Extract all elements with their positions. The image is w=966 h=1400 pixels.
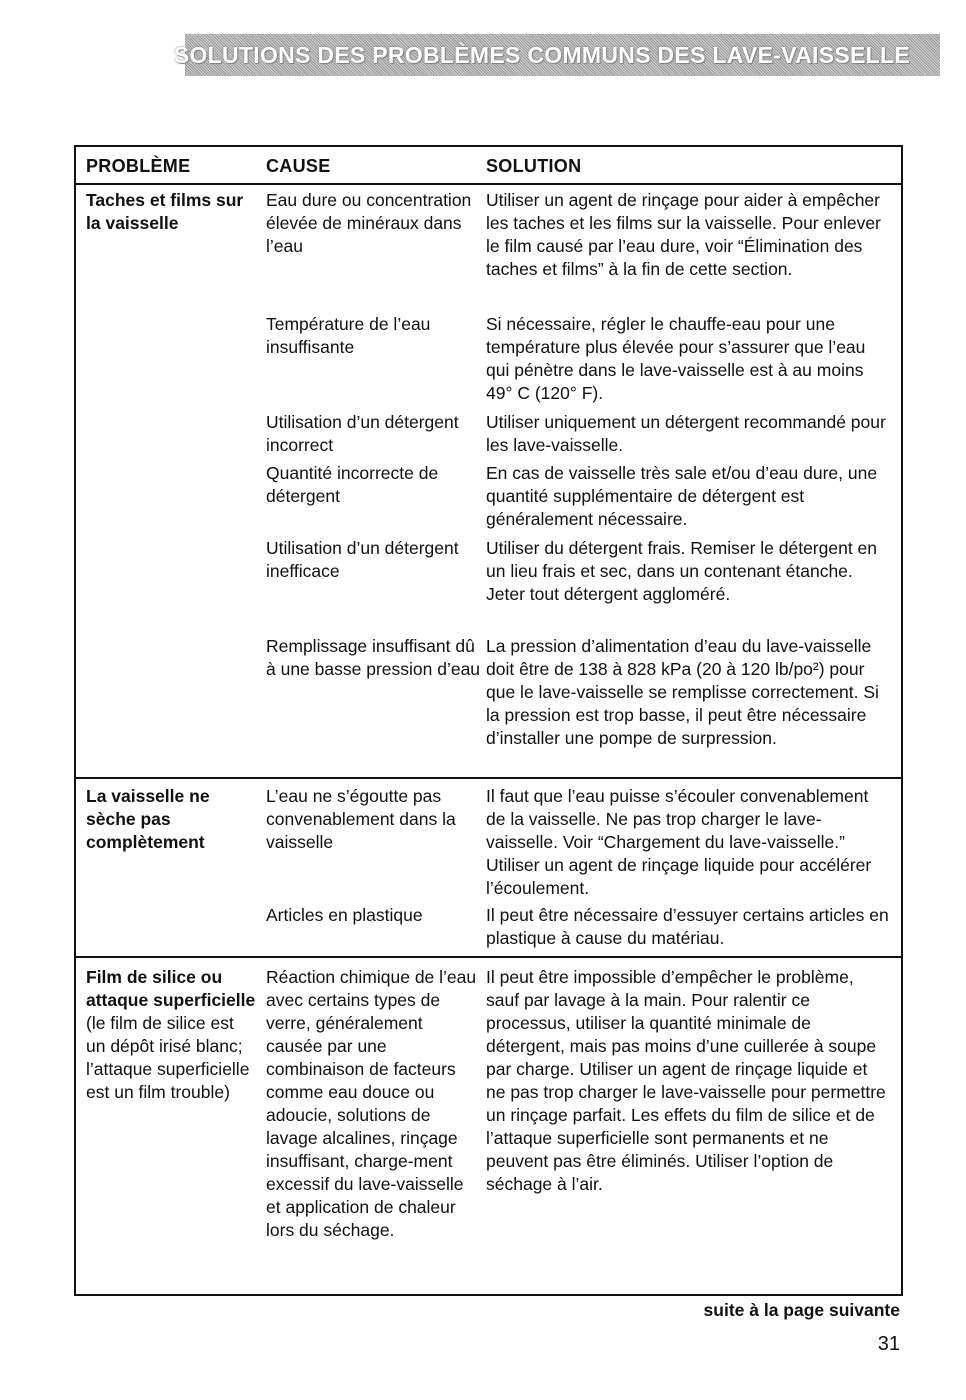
cause-cell: Réaction chimique de l’eau avec certains types de verre, généralement causée par une combinaison de facteurs comme eau douce ou adoucie, solutions de lavage alcalines, rinçage insuffisant, charge-ment excessif du lave-vaisselle et application de chaleur lors du séchage. bbox=[266, 967, 477, 1240]
solution-cell: La pression d’alimentation d’eau du lave-vaisselle doit être de 138 à 828 kPa (20 à 120 lb/po²) pour que le lave-vaisselle se remplisse correctement. Si la pression est trop basse, il peut être nécessaire d’installer une pompe de surpression. bbox=[486, 636, 879, 748]
solution-cell: Utiliser uniquement un détergent recommandé pour les lave-vaisselle. bbox=[486, 412, 886, 455]
continued-next-page-note: suite à la page suivante bbox=[703, 1300, 900, 1320]
table-section-taches bbox=[76, 185, 901, 779]
solution-cell: Il faut que l’eau puisse s’écouler convenablement de la vaisselle. Ne pas trop charger le lave-vaisselle. Voir “Chargement du lave-vaisselle.” Utiliser un agent de rinçage liquide pour accélérer l’écoulement. bbox=[486, 786, 872, 898]
problem-title: Taches et films sur la vaisselle bbox=[86, 190, 244, 233]
solution-cell: Il peut être impossible d’empêcher le problème, sauf par lavage à la main. Pour ralentir ce processus, utiliser la quantité minimale de détergent, mais pas moins d’une cuillerée à soupe par charge. Utiliser un agent de rinçage liquide et ne pas trop charger le lave-vaisselle pour permettre un rinçage parfait. Les effets du film de silice et de l’attaque superficielle sont permanents et ne peuvent pas être éliminés. Utiliser l’option de séchage à l’air. bbox=[486, 967, 886, 1194]
column-header-solution: SOLUTION bbox=[486, 156, 582, 176]
column-header-cause: CAUSE bbox=[266, 156, 331, 176]
problem-title: Film de silice ou attaque superficielle bbox=[86, 967, 256, 1010]
cause-cell: L’eau ne s’égoutte pas convenablement dans la vaisselle bbox=[266, 786, 456, 852]
column-header-probleme: PROBLÈME bbox=[86, 156, 191, 176]
problem-cell bbox=[86, 966, 256, 1104]
cause-cell: Utilisation d’un détergent incorrect bbox=[266, 412, 459, 455]
solution-cell: Il peut être nécessaire d’essuyer certains articles en plastique à cause du matériau. bbox=[486, 905, 889, 948]
solution-cell: Utiliser du détergent frais. Remiser le détergent en un lieu frais et sec, dans un contenant étanche. Jeter tout détergent aggloméré. bbox=[486, 538, 878, 604]
table-section-silice bbox=[76, 958, 901, 1294]
cause-cell: Remplissage insuffisant dû à une basse pression d’eau bbox=[266, 636, 481, 679]
solution-cell: Si nécessaire, régler le chauffe-eau pour une température plus élevée pour s’assurer que l’eau qui pénètre dans le lave-vaisselle est à au moins 49° C (120° F). bbox=[486, 314, 866, 403]
solution-cell: Utiliser un agent de rinçage pour aider à empêcher les taches et les films sur la vaisselle. Pour enlever le film causé par l’eau dure, voir “Élimination des taches et films” à la fin de cette section. bbox=[486, 190, 881, 279]
table-section-sechage bbox=[76, 779, 901, 958]
cause-cell: Température de l’eau insuffisante bbox=[266, 314, 431, 357]
table-header-row bbox=[76, 147, 901, 185]
problem-note: (le film de silice est un dépôt irisé blanc; l’attaque superficielle est un film trouble) bbox=[86, 1013, 250, 1102]
banner-title: SOLUTIONS DES PROBLÈMES COMMUNS DES LAVE-VAISSELLE bbox=[173, 41, 910, 68]
cause-cell: Quantité incorrecte de détergent bbox=[266, 463, 439, 506]
problem-title: La vaisselle ne sèche pas complètement bbox=[86, 786, 210, 852]
problem-cell bbox=[86, 189, 256, 235]
page-number: 31 bbox=[877, 1333, 900, 1355]
section-banner bbox=[173, 34, 940, 76]
cause-cell: Eau dure ou concentration élevée de minéraux dans l’eau bbox=[266, 190, 472, 256]
troubleshooting-table bbox=[74, 145, 903, 1296]
problem-cell bbox=[86, 785, 256, 854]
solution-cell: En cas de vaisselle très sale et/ou d’eau dure, une quantité supplémentaire de détergent est généralement nécessaire. bbox=[486, 463, 878, 529]
cause-cell: Utilisation d’un détergent inefficace bbox=[266, 538, 459, 581]
cause-cell: Articles en plastique bbox=[266, 905, 423, 925]
